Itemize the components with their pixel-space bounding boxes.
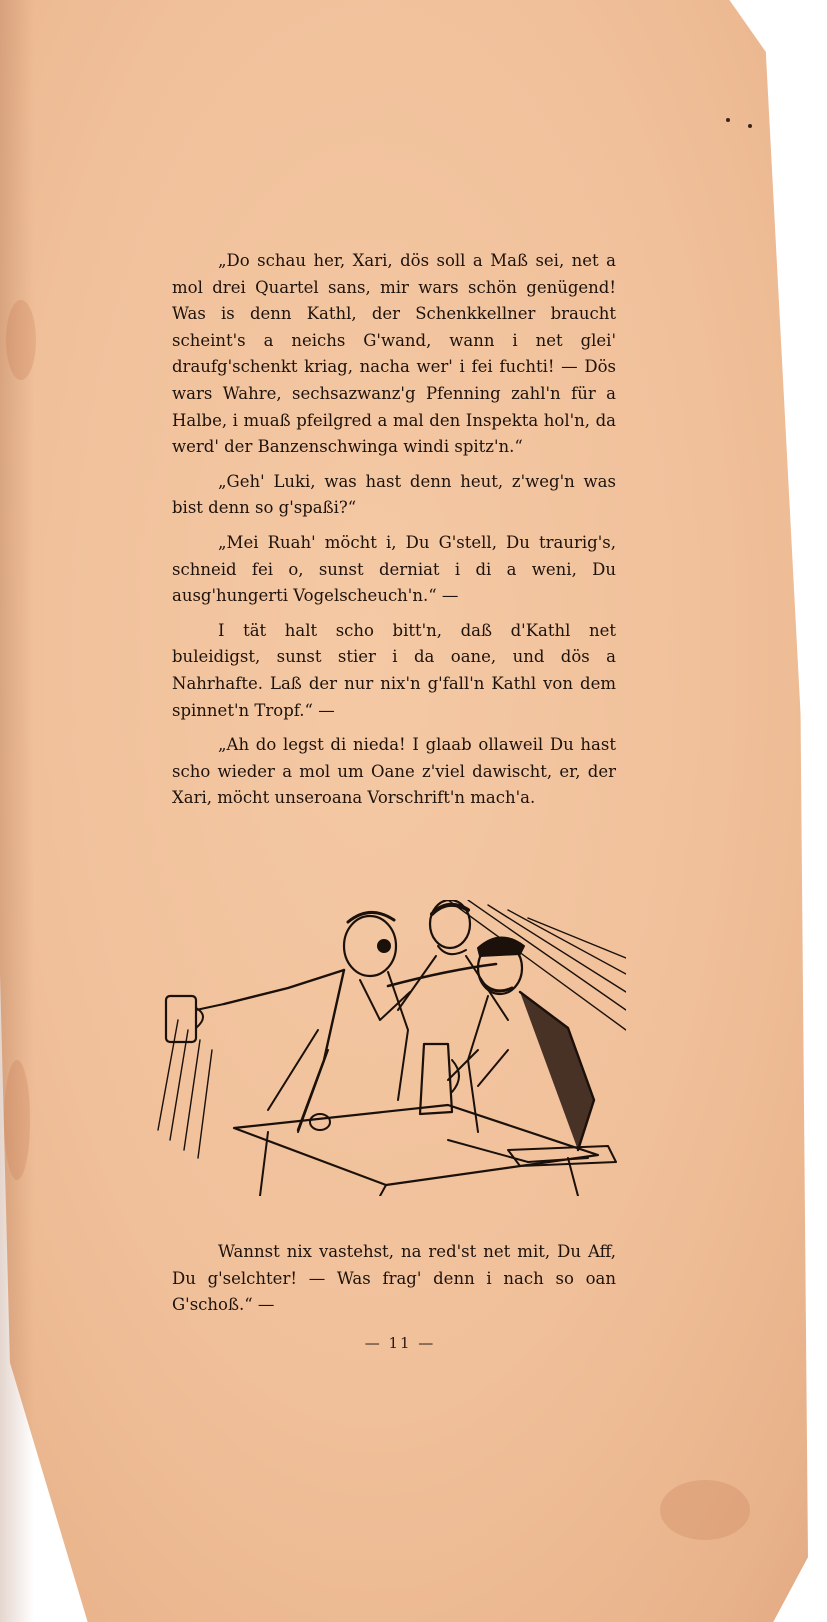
paragraph-2: „Geh' Luki, was hast denn heut, z'weg'n was bist denn so g'spaßi?“: [172, 471, 616, 518]
story-text: [172, 248, 616, 820]
page-number: — 11 —: [364, 1334, 436, 1352]
foxing-stain: [4, 1060, 30, 1180]
paragraph-5: „Ah do legst di nieda! I glaab ollaweil Du hast scho wieder a mol um Oane z'viel dawischt, er, der Xari, möcht unseroana Vorschrift'n mach'a.: [172, 735, 616, 808]
paragraph-4: I tät halt scho bitt'n, daß d'Kathl net buleidigst, sunst stier i da oane, und dös a Nahrhafte. Laß der nur nix'n g'fall'n Kathl von dem spinnet'n Tropf.“ —: [172, 620, 616, 720]
ink-speck: [726, 118, 730, 122]
foxing-stain: [660, 1480, 750, 1540]
tavern-illustration: [148, 900, 626, 1196]
beer-mug: [166, 996, 196, 1042]
pitcher: [420, 1044, 452, 1114]
binding-shadow: [0, 0, 34, 1622]
closing-paragraph: Wannst nix vastehst, na red'st net mit, Du Aff, Du g'selchter! — Was frag' denn i nach so oan G'schoß.“ —: [172, 1242, 616, 1315]
foxing-stain: [6, 300, 36, 380]
ink-speck: [748, 124, 752, 128]
closing-text: [172, 1239, 616, 1319]
table-top: [234, 1105, 598, 1185]
paragraph-3: „Mei Ruah' möcht i, Du G'stell, Du traurig's, schneid fei o, sunst derniat i di a weni, Du ausg'hungerti Vogelscheuch'n.“ —: [172, 532, 616, 606]
paragraph-1: „Do schau her, Xari, dös soll a Maß sei, net a mol drei Quartel sans, mir wars schön genügend! Was is denn Kathl, der Schenkkellner braucht scheint's a neichs G'wand, wann i net glei' draufg'schenkt kriag, nacha wer' i fei fuchti! — Dös wars Wahre, sechsazwanz'g Pfenning zahl'n für a Halbe, i muaß pfeilgred a mal den Inspekta hol'n, da werd' der Banzenschwinga windi spitz'n.“: [172, 251, 616, 457]
